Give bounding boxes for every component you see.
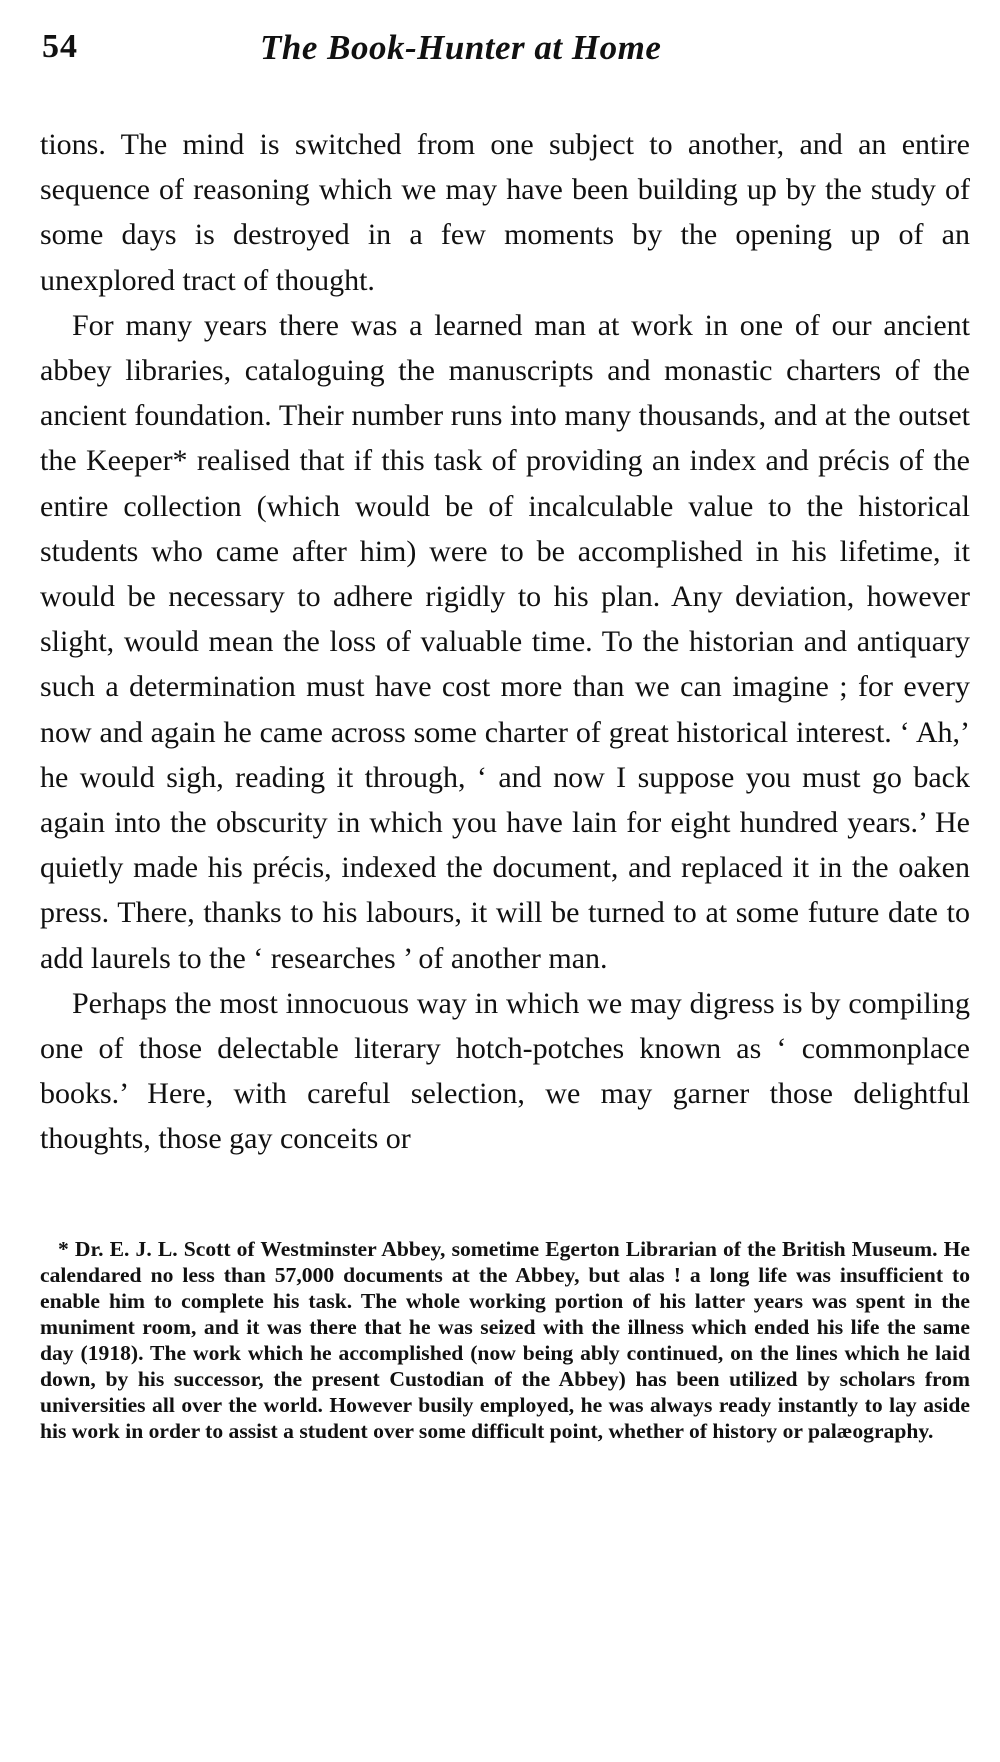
page-number: 54 — [42, 28, 78, 65]
running-head — [40, 28, 970, 78]
paragraph-continued: tions. The mind is switched from one subject to another, and an entire sequence of reasoning which we may have been building up by the study of some days is destroyed in a few moments by the opening up of an unexplored tract of thought. — [40, 128, 970, 297]
paragraph-keeper: For many years there was a learned man at work in one of our ancient abbey libraries, cataloguing the manuscripts and monastic charters of the ancient foundation. Their number runs into many thousands, and at the outset the Keeper* realised that if this task of providing an index and précis of the entire collection (which would be of incalculable value to the historical students who came after him) were to be accomplished in his lifetime, it would be necessary to adhere rigidly to his plan. Any deviation, however slight, would mean the loss of valuable time. To the historian and antiquary such a determination must have cost more than we can imagine ; for every now and again he came across some charter of great historical interest. ‘ Ah,’ he would sigh, reading it through, ‘ and now I suppose you must go back again into the obscurity in which you have lain for eight hundred years.’ He quietly made his précis, indexed the document, and replaced it in the oaken press. There, thanks to his labours, it will be turned to at some future date to add laurels to the ‘ researches ’ of another man. — [40, 308, 970, 975]
footnote — [40, 1236, 970, 1444]
book-page — [40, 28, 970, 1444]
body-text — [40, 122, 970, 1162]
running-title: The Book-Hunter at Home — [260, 28, 662, 67]
footnote-text: * Dr. E. J. L. Scott of Westminster Abbey, sometime Egerton Librarian of the British Museum. He calendared no less than 57,000 documents at the Abbey, but alas ! a long life was insufficient to enable him to complete his task. The whole working portion of his latter years was spent in the muniment room, and it was there that he was seized with the illness which ended his life the same day (1918). The work which he accomplished (now being ably continued, on the lines which he laid down, by his successor, the present Custodian of the Abbey) has been utilized by scholars from universities all over the world. However busily employed, he was always ready instantly to lay aside his work in order to assist a student over some difficult point, whether of history or palæography. — [40, 1236, 970, 1443]
paragraph-commonplace-books: Perhaps the most innocuous way in which we may digress is by compiling one of those delectable literary hotch-potches known as ‘ commonplace books.’ Here, with careful selection, we may garner those delightful thoughts, those gay conceits or — [40, 986, 970, 1156]
